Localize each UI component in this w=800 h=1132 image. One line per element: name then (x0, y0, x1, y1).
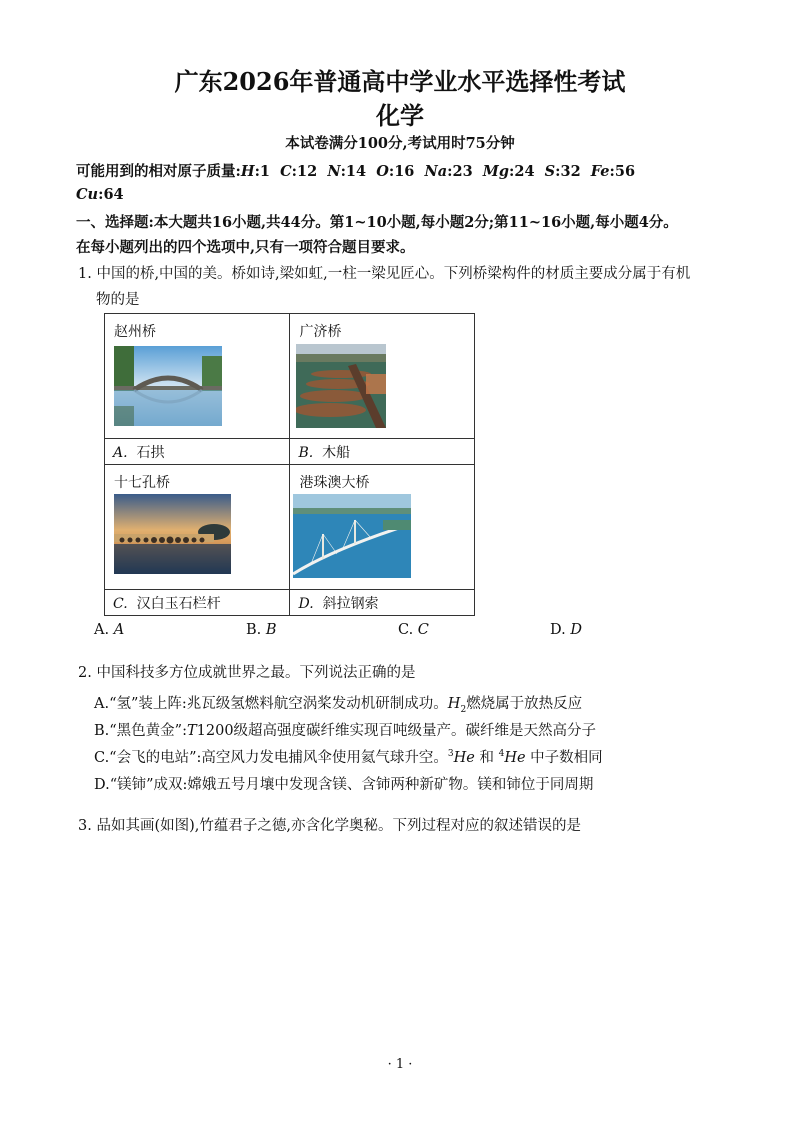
choice-d[interactable]: D. D (550, 622, 582, 638)
atomic-mass-line-1: 可能用到的相对原子质量:H:1 C:12 N:14 O:16 Na:23 Mg:24 S:32 Fe:56 (76, 163, 636, 180)
question-1-stem-line-2: 物的是 (96, 292, 140, 308)
table-cell-guangji (290, 314, 475, 439)
question-number: 3. (78, 818, 92, 834)
guangji-bridge-photo (296, 344, 386, 428)
subject-title: 化学 (376, 101, 424, 130)
bridge-name: 广济桥 (299, 324, 342, 340)
choice-a[interactable]: A. A (94, 622, 125, 638)
atomic-mass-line-2: Cu:64 (76, 186, 124, 203)
bridge-table (104, 313, 475, 616)
bridge-name: 港珠澳大桥 (299, 475, 370, 491)
question-number: 1. (78, 266, 92, 282)
table-cell-hzmb (290, 465, 475, 590)
question-2-stem: 2. 中国科技多方位成就世界之最。下列说法正确的是 (78, 665, 416, 681)
table-cell-seventeen-arch (105, 465, 290, 590)
choice-c[interactable]: C. C (398, 622, 429, 638)
option-2c[interactable]: C.“会飞的电站”:高空风力发电捕风伞使用氦气球升空。$^3$He 和 $^4$He 中子数相同 (94, 749, 603, 766)
section-heading-line-2: 在每小题列出的四个选项中,只有一项符合题目要求。 (76, 239, 415, 256)
bridge-name: 十七孔桥 (114, 475, 170, 491)
option-2b[interactable]: B.“黑色黄金”:T1200级超高强度碳纤维实现百吨级量产。碳纤维是天然高分子 (94, 723, 597, 739)
option-2d[interactable]: D.“镁铈”成双:嫦娥五号月壤中发现含镁、含铈两种新矿物。镁和铈位于同周期 (94, 777, 594, 793)
question-1-stem-line-1: 1. 中国的桥,中国的美。桥如诗,梁如虹,一柱一梁见匠心。下列桥梁构件的材质主要成分属于有机 (78, 266, 691, 282)
option-caption-b: B. 木船 (290, 439, 475, 465)
hzmb-bridge-photo (293, 494, 411, 578)
option-caption-a: A. 石拱 (105, 439, 290, 465)
option-2a[interactable]: A.“氢”装上阵:兆瓦级氢燃料航空涡桨发动机研制成功。$H_2$燃烧属于放热反应 (94, 696, 583, 715)
bridge-name: 赵州桥 (114, 324, 156, 340)
exam-title: 广东2026年普通高中学业水平选择性考试 (174, 67, 626, 96)
zhaozhou-bridge-photo (114, 346, 222, 426)
option-caption-c: C. 汉白玉石栏杆 (105, 590, 290, 616)
question-number: 2. (78, 665, 92, 681)
section-heading-line-1: 一、选择题:本大题共16小题,共44分。第1~10小题,每小题2分;第11~16小题,每小题4分。 (76, 214, 678, 231)
table-cell-zhaozhou (105, 314, 290, 439)
seventeen-arch-bridge-photo (114, 494, 231, 574)
page-number: · 1 · (387, 1057, 413, 1072)
question-3-stem: 3. 品如其画(如图),竹蕴君子之德,亦含化学奥秘。下列过程对应的叙述错误的是 (78, 818, 581, 834)
exam-info: 本试卷满分100分,考试用时75分钟 (285, 135, 515, 152)
choice-b[interactable]: B. B (246, 622, 277, 638)
option-caption-d: D. 斜拉钢索 (290, 590, 475, 616)
